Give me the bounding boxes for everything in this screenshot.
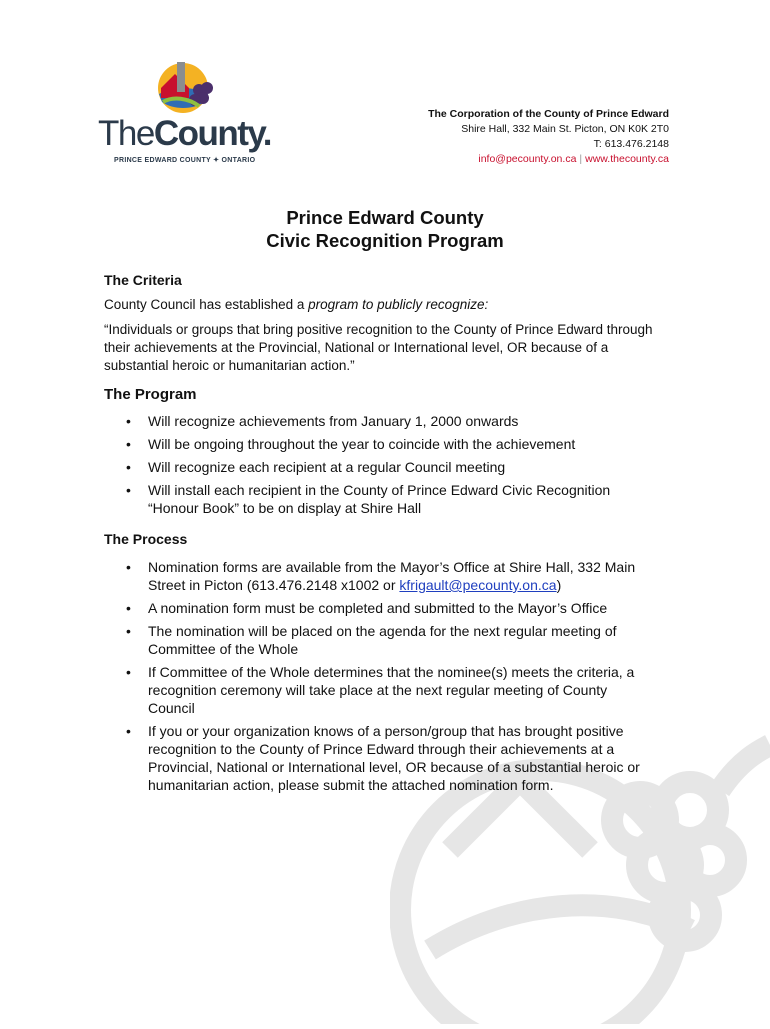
list-item: • The nomination will be placed on the agenda for the next regular meeting of Committee of the Whole	[104, 622, 644, 658]
county-wordmark: TheCounty.	[98, 114, 271, 153]
process-heading: The Process	[104, 531, 188, 547]
email-link[interactable]: info@pecounty.on.ca	[478, 153, 577, 165]
nomination-email-link[interactable]: kfrigault@pecounty.on.ca	[399, 577, 557, 593]
organization-name: The Corporation of the County of Prince Edward	[428, 108, 669, 120]
program-list	[104, 412, 644, 522]
list-item: • Will recognize each recipient at a regular Council meeting	[104, 458, 644, 476]
county-logo-subtitle: PRINCE EDWARD COUNTY ✦ ONTARIO	[114, 157, 256, 164]
criteria-intro: County Council has established a program to publicly recognize:	[104, 297, 489, 312]
phone: T: 613.476.2148	[593, 138, 669, 150]
process-list	[104, 558, 644, 799]
list-item: • Will recognize achievements from January 1, 2000 onwards	[104, 412, 644, 430]
list-item: • Will install each recipient in the County of Prince Edward Civic Recognition “Honour Book” to be on display at Shire Hall	[104, 481, 644, 517]
link-separator: |	[579, 153, 583, 165]
contact-block	[428, 107, 669, 167]
county-logo	[98, 58, 278, 170]
program-heading: The Program	[104, 386, 197, 403]
list-item: • If you or your organization knows of a person/group that has brought positive recognition to the County of Prince Edward through their achievements at a Provincial, National or International level, OR because of a substantial heroic or humanitarian action, please submit the attached nomination form.	[104, 722, 644, 794]
list-item: • A nomination form must be completed and submitted to the Mayor’s Office	[104, 599, 644, 617]
address: Shire Hall, 332 Main St. Picton, ON K0K 2T0	[461, 123, 669, 135]
contact-links	[428, 152, 669, 167]
criteria-heading: The Criteria	[104, 272, 182, 288]
list-item: • Will be ongoing throughout the year to coincide with the achievement	[104, 435, 644, 453]
criteria-quote: “Individuals or groups that bring positive recognition to the County of Prince Edward through their achievements at the Provincial, National or International level, OR because of a substantial heroic or humanitarian action.”	[104, 322, 653, 373]
list-item: • If Committee of the Whole determines that the nominee(s) meets the criteria, a recognition ceremony will take place at the next regular meeting of County Council	[104, 663, 644, 717]
website-link[interactable]: www.thecounty.ca	[585, 153, 669, 165]
list-item: • Nomination forms are available from the Mayor’s Office at Shire Hall, 332 Main Street in Picton (613.476.2148 x1002 or kfrigault@pecounty.on.ca)	[104, 558, 644, 594]
county-logo-icon	[153, 58, 217, 114]
page-title: Prince Edward County Civic Recognition Program	[266, 207, 504, 251]
